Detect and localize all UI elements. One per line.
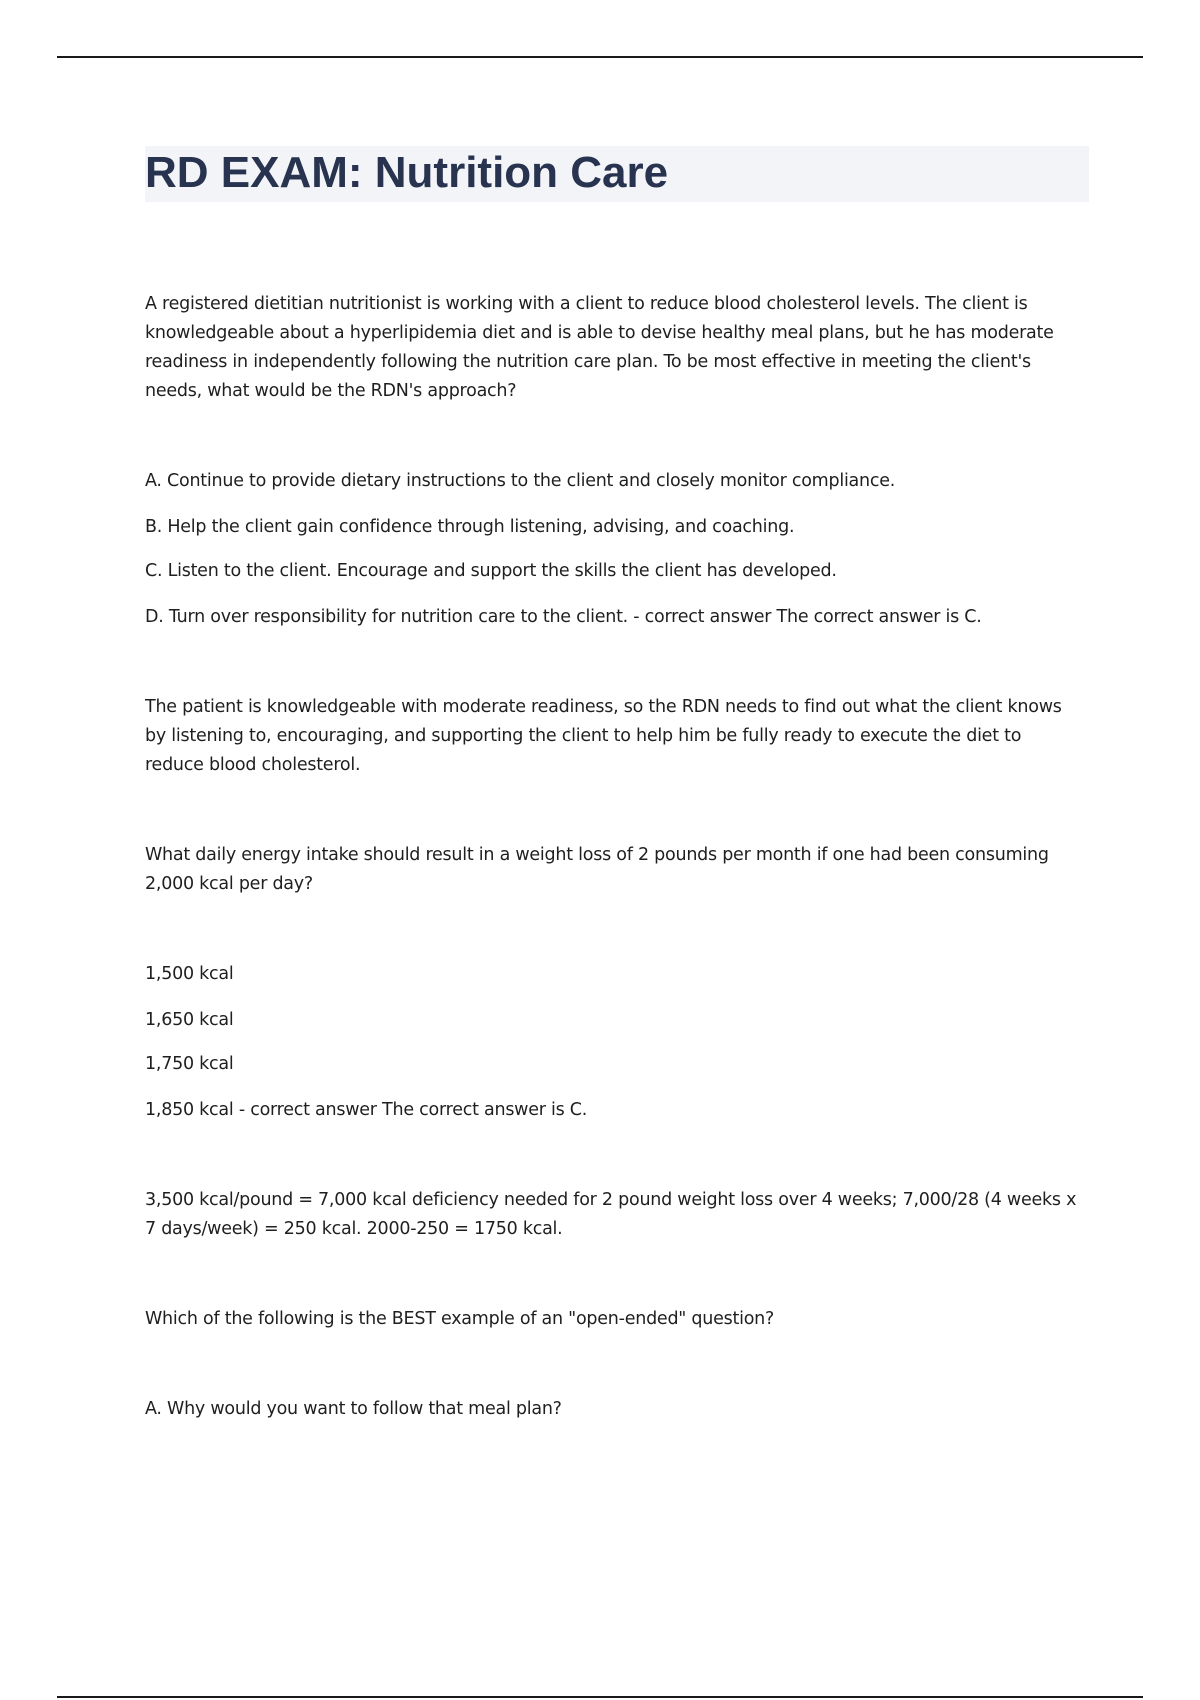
question-2: What daily energy intake should result in a weight loss of 2 pounds per month if one had been consuming 2,000 kcal per day? [145, 845, 1049, 894]
q2-explanation: 3,500 kcal/pound = 7,000 kcal deficiency needed for 2 pound weight loss over 4 weeks; 7,000/28 (4 weeks x 7 days/week) = 250 kcal. 2000-250 = 1750 kcal. [145, 1190, 1077, 1239]
q1-option-d: D. Turn over responsibility for nutrition care to the client. - correct answer The correct answer is C. [145, 607, 982, 627]
page-title: RD EXAM: Nutrition Care [145, 148, 669, 197]
q2-option-4: 1,850 kcal - correct answer The correct answer is C. [145, 1100, 588, 1120]
question-3: Which of the following is the BEST example of an "open-ended" question? [145, 1309, 775, 1329]
q3-option-a: A. Why would you want to follow that meal plan? [145, 1399, 562, 1419]
q2-option-2: 1,650 kcal [145, 1010, 234, 1030]
q1-explanation: The patient is knowledgeable with moderate readiness, so the RDN needs to find out what the client knows by listening to, encouraging, and supporting the client to help him be fully ready to execute the diet to reduce blood cholesterol. [145, 697, 1062, 775]
question-1: A registered dietitian nutritionist is working with a client to reduce blood cholesterol levels. The client is knowledgeable about a hyperlipidemia diet and is able to devise healthy meal plans, but he has moderate readiness in independently following the nutrition care plan. To be most effective in meeting the client's needs, what would be the RDN's approach? [145, 294, 1054, 401]
q2-option-3: 1,750 kcal [145, 1054, 234, 1074]
q2-option-1: 1,500 kcal [145, 964, 234, 984]
bottom-rule [57, 1696, 1143, 1698]
q1-option-a: A. Continue to provide dietary instructions to the client and closely monitor compliance. [145, 471, 896, 491]
top-rule [57, 56, 1143, 58]
document-body [145, 290, 1085, 1424]
q1-option-c: C. Listen to the client. Encourage and support the skills the client has developed. [145, 561, 837, 581]
q1-option-b: B. Help the client gain confidence through listening, advising, and coaching. [145, 517, 795, 537]
